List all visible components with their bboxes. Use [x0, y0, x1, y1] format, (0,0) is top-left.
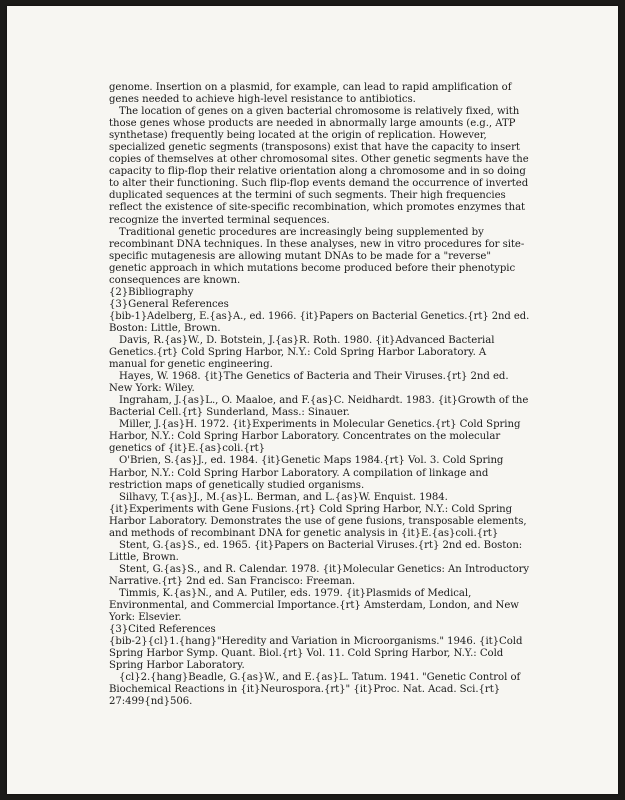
- text-line: Hayes, W. 1968. {it}The Genetics of Bacteria and Their Viruses.{rt} 2nd ed.: [119, 371, 509, 383]
- text-line: Narrative.{rt} 2nd ed. San Francisco: Freeman.: [109, 575, 355, 587]
- text-line: consequences are known.: [109, 274, 241, 286]
- text-line: Harbor Laboratory. Demonstrates the use of gene fusions, transposable elements,: [109, 515, 527, 527]
- text-line: copies of themselves at other chromosomal sites. Other genetic segments have the: [109, 154, 529, 166]
- text-line: Bacterial Cell.{rt} Sunderland, Mass.: Sinauer.: [109, 407, 350, 419]
- text-line: Little, Brown.: [109, 551, 179, 563]
- text-line: York: Elsevier.: [109, 612, 182, 624]
- text-line: {bib-1}Adelberg, E.{as}A., ed. 1966. {it}Papers on Bacterial Genetics.{rt} 2nd ed.: [109, 310, 530, 322]
- text-line: Ingraham, J.{as}L., O. Maaloe, and F.{as}C. Neidhardt. 1983. {it}Growth of the: [119, 395, 529, 407]
- text-line: {bib-2}{cl}1.{hang}"Heredity and Variation in Microorganisms." 1946. {it}Cold: [109, 636, 523, 648]
- text-line: synthetase) frequently being located at the origin of replication. However,: [109, 130, 487, 142]
- text-line: restriction maps of genetically studied organisms.: [109, 479, 365, 491]
- text-line: Stent, G.{as}S., ed. 1965. {it}Papers on Bacterial Viruses.{rt} 2nd ed. Boston:: [119, 539, 523, 551]
- text-line: Harbor, N.Y.: Cold Spring Harbor Laboratory. A compilation of linkage and: [109, 467, 489, 479]
- text-line: specific mutagenesis are allowing mutant DNAs to be made for a "reverse": [109, 250, 491, 262]
- paper-sheet: [7, 6, 618, 794]
- text-line: {cl}2.{hang}Beadle, G.{as}W., and E.{as}L. Tatum. 1941. "Genetic Control of: [119, 672, 521, 684]
- text-line: genome. Insertion on a plasmid, for example, can lead to rapid amplification of: [109, 82, 512, 93]
- text-line: duplicated sequences at the termini of such segments. Their high frequencies: [109, 190, 506, 202]
- text-line: Genetics.{rt} Cold Spring Harbor, N.Y.: Cold Spring Harbor Laboratory. A: [109, 347, 487, 359]
- text-line: 27:499{nd}506.: [109, 696, 193, 708]
- text-line: specialized genetic segments (transposons) exist that have the capacity to insert: [109, 142, 520, 154]
- text-line: O'Brien, S.{as}J., ed. 1984. {it}Genetic Maps 1984.{rt} Vol. 3. Cold Spring: [119, 455, 504, 467]
- text-line: Traditional genetic procedures are increasingly being supplemented by: [119, 226, 484, 238]
- text-line: {2}Bibliography: [109, 286, 194, 298]
- text-line: genes needed to achieve high-level resistance to antibiotics.: [109, 94, 416, 106]
- text-line: Biochemical Reactions in {it}Neurospora.{rt}" {it}Proc. Nat. Acad. Sci.{rt}: [109, 684, 501, 696]
- text-line: Miller, J.{as}H. 1972. {it}Experiments in Molecular Genetics.{rt} Cold Spring: [119, 419, 521, 431]
- text-line: capacity to flip-flop their relative orientation along a chromosome and in so doing: [109, 166, 526, 178]
- text-line: {3}General References: [109, 298, 229, 310]
- text-line: reflect the existence of site-specific recombination, which promotes enzymes that: [109, 202, 526, 214]
- text-line: New York: Wiley.: [109, 383, 195, 395]
- text-line: those genes whose products are needed in abnormally large amounts (e.g., ATP: [109, 118, 516, 130]
- text-line: The location of genes on a given bacterial chromosome is relatively fixed, with: [119, 106, 520, 118]
- text-line: Stent, G.{as}S., and R. Calendar. 1978. {it}Molecular Genetics: An Introductory: [118, 563, 530, 575]
- text-line: Spring Harbor Symp. Quant. Biol.{rt} Vol. 11. Cold Spring Harbor, N.Y.: Cold: [109, 648, 504, 660]
- text-line: Boston: Little, Brown.: [109, 322, 221, 334]
- text-line: recombinant DNA techniques. In these analyses, new in vitro procedures for site-: [109, 238, 525, 250]
- text-line: Harbor, N.Y.: Cold Spring Harbor Laboratory. Concentrates on the molecular: [109, 431, 501, 443]
- text-line: genetic approach in which mutations become produced before their phenotypic: [109, 262, 516, 274]
- text-line: {it}Experiments with Gene Fusions.{rt} Cold Spring Harbor, N.Y.: Cold Spring: [109, 503, 513, 515]
- text-line: Davis, R.{as}W., D. Botstein, J.{as}R. Roth. 1980. {it}Advanced Bacterial: [119, 334, 495, 346]
- text-line: Silhavy, T.{as}J., M.{as}L. Berman, and L.{as}W. Enquist. 1984.: [119, 491, 448, 503]
- text-line: {3}Cited References: [109, 624, 216, 636]
- text-line: Environmental, and Commercial Importance.{rt} Amsterdam, London, and New: [109, 600, 519, 612]
- text-line: Spring Harbor Laboratory.: [109, 660, 245, 672]
- text-line: recognize the inverted terminal sequences.: [109, 214, 330, 226]
- text-line: genetics of {it}E.{as}coli.{rt}: [109, 443, 266, 455]
- text-line: to alter their functioning. Such flip-flop events demand the occurrence of inverted: [109, 178, 529, 190]
- text-line: Timmis, K.{as}N., and A. Putiler, eds. 1979. {it}Plasmids of Medical,: [119, 587, 472, 599]
- text-line: and methods of recombinant DNA for genetic analysis in {it}E.{as}coli.{rt}: [109, 527, 499, 539]
- typewritten-text-block: [109, 82, 529, 708]
- text-line: manual for genetic engineering.: [109, 359, 273, 371]
